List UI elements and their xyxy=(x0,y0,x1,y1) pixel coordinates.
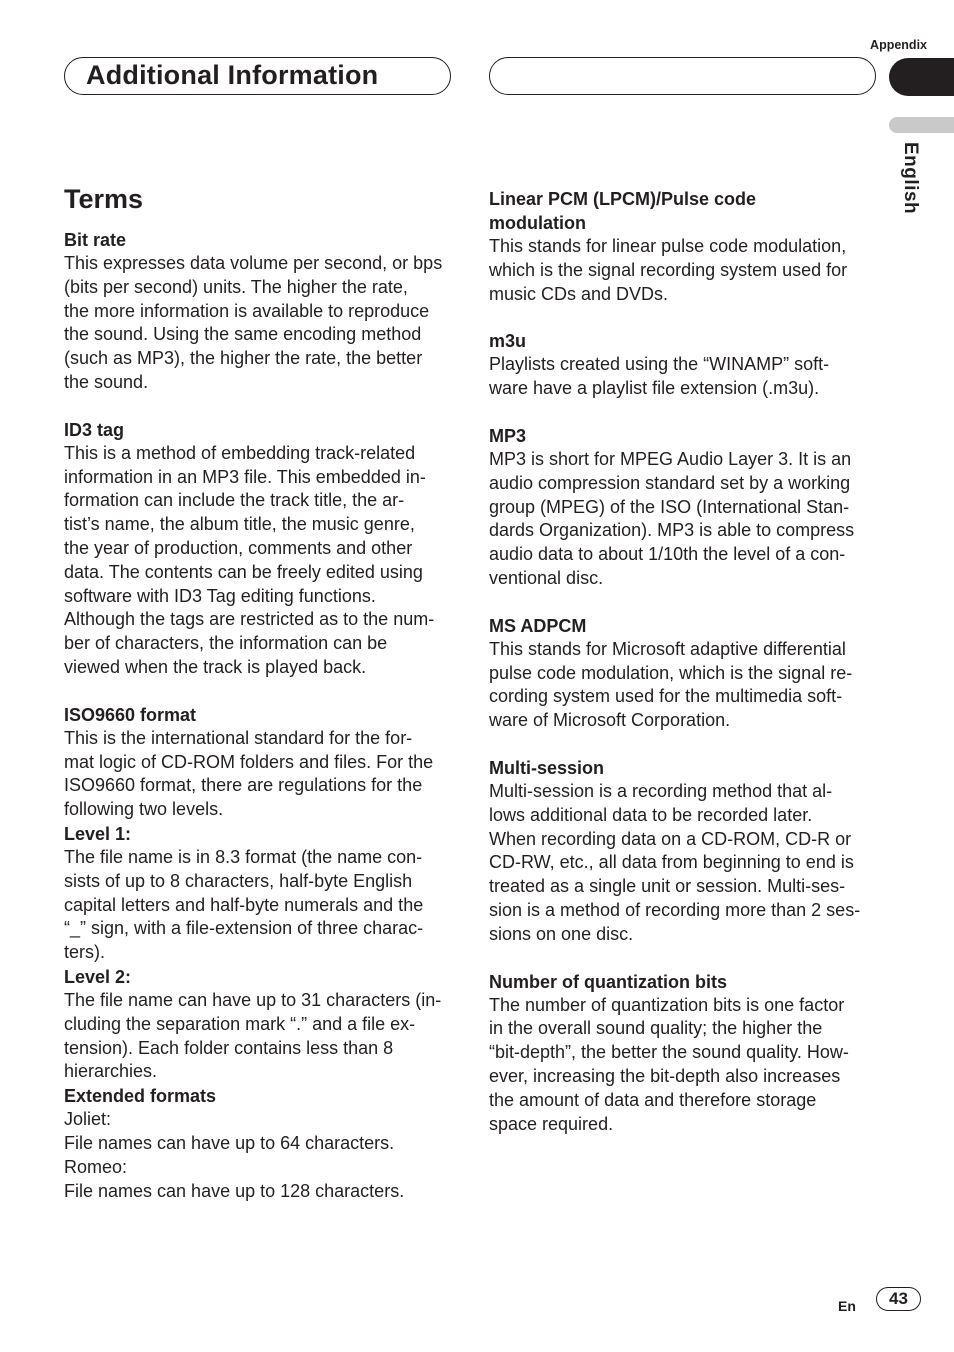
appendix-label: Appendix xyxy=(870,38,927,52)
term-lpcm xyxy=(489,187,879,306)
term-id3-tag xyxy=(64,418,454,680)
language-label: English xyxy=(900,142,921,215)
term-line: the year of production, comments and other xyxy=(64,537,413,558)
section-title: Terms xyxy=(64,184,144,214)
term-line: The file name is in 8.3 format (the name con- xyxy=(64,846,423,867)
term-line: Playlists created using the “WINAMP” soft- xyxy=(489,354,830,375)
term-line: ventional disc. xyxy=(489,567,604,588)
page-number: 43 xyxy=(876,1287,921,1311)
term-line: audio data to about 1/10th the level of a con- xyxy=(489,544,846,565)
left-terms-stack xyxy=(64,228,454,1226)
language-tab-marker xyxy=(889,117,954,133)
term-line: software with ID3 Tag editing functions. xyxy=(64,585,376,606)
term-line: capital letters and half-byte numerals and the xyxy=(64,894,424,915)
term-line: (bits per second) units. The higher the rate, xyxy=(64,276,408,297)
header-title: Additional Information xyxy=(86,60,379,90)
term-ms-adpcm xyxy=(489,614,879,733)
term-line: This stands for Microsoft adaptive differential xyxy=(489,638,846,659)
term-line: pulse code modulation, which is the signal re- xyxy=(489,662,853,683)
term-heading: MP3 xyxy=(489,425,527,446)
term-line: ware have a playlist file extension (.m3u). xyxy=(489,378,820,399)
term-line: (such as MP3), the higher the rate, the better xyxy=(64,348,423,369)
term-line: “_” sign, with a file-extension of three charac- xyxy=(64,918,424,939)
term-heading: ID3 tag xyxy=(64,419,125,440)
term-line: space required. xyxy=(489,1113,614,1134)
term-m3u xyxy=(489,329,879,401)
term-heading: modulation xyxy=(489,213,586,233)
term-line: music CDs and DVDs. xyxy=(489,283,669,304)
term-bit-rate xyxy=(64,228,454,395)
term-line: sions on one disc. xyxy=(489,923,634,944)
term-line: the amount of data and therefore storage xyxy=(489,1089,817,1110)
term-line: ever, increasing the bit-depth also increases xyxy=(489,1065,841,1086)
term-line: The file name can have up to 31 characters (in- xyxy=(64,989,442,1010)
term-line: MP3 is short for MPEG Audio Layer 3. It is an xyxy=(489,448,852,469)
term-line: hierarchies. xyxy=(64,1061,158,1082)
term-line: Romeo: xyxy=(64,1156,128,1177)
term-quantization-bits xyxy=(489,970,879,1137)
term-heading: MS ADPCM xyxy=(489,615,587,636)
term-heading: Linear PCM (LPCM)/Pulse code xyxy=(489,189,757,209)
term-line: The number of quantization bits is one factor xyxy=(489,994,845,1015)
term-line: the sound. xyxy=(64,371,149,392)
term-line: sists of up to 8 characters, half-byte English xyxy=(64,870,413,891)
term-line: Multi-session is a recording method that al- xyxy=(489,780,833,801)
term-line: cording system used for the multimedia soft- xyxy=(489,686,843,707)
term-multi-session xyxy=(489,756,879,947)
term-heading: Multi-session xyxy=(489,757,605,778)
section-tab-marker xyxy=(889,58,954,96)
term-line: ber of characters, the information can be xyxy=(64,633,388,654)
term-line: Joliet: xyxy=(64,1109,112,1130)
term-line: group (MPEG) of the ISO (International Stan- xyxy=(489,496,850,517)
term-line: information in an MP3 file. This embedded in- xyxy=(64,466,426,487)
level1-heading: Level 1: xyxy=(64,823,132,844)
term-iso9660 xyxy=(64,703,454,1204)
term-line: This is a method of embedding track-related xyxy=(64,442,416,463)
term-line: the more information is available to reproduce xyxy=(64,300,430,321)
term-line: tension). Each folder contains less than 8 xyxy=(64,1037,394,1058)
term-line: dards Organization). MP3 is able to compress xyxy=(489,520,855,541)
term-line: Although the tags are restricted as to the num- xyxy=(64,609,435,630)
term-heading: Bit rate xyxy=(64,230,127,250)
footer-language-code: En xyxy=(838,1298,856,1314)
term-line: tist’s name, the album title, the music genre, xyxy=(64,514,415,535)
term-line: ters). xyxy=(64,942,106,963)
term-line: mat logic of CD-ROM folders and files. For the xyxy=(64,751,434,772)
level2-heading: Level 2: xyxy=(64,966,132,987)
term-line: This is the international standard for the for- xyxy=(64,727,413,748)
term-line: viewed when the track is played back. xyxy=(64,656,367,677)
term-mp3 xyxy=(489,424,879,591)
term-heading: ISO9660 format xyxy=(64,704,197,725)
term-line: ware of Microsoft Corporation. xyxy=(489,710,731,731)
term-heading: m3u xyxy=(489,331,527,352)
term-line: cluding the separation mark “.” and a file ex- xyxy=(64,1013,416,1034)
header-empty-box xyxy=(489,57,876,95)
term-line: which is the signal recording system used for xyxy=(489,259,848,280)
extended-formats-heading: Extended formats xyxy=(64,1086,217,1107)
term-line: the sound. Using the same encoding method xyxy=(64,324,422,345)
term-line: “bit-depth”, the better the sound quality. How- xyxy=(489,1042,849,1063)
term-line: This stands for linear pulse code modulation, xyxy=(489,236,847,256)
term-line: following two levels. xyxy=(64,799,224,820)
term-heading: Number of quantization bits xyxy=(489,971,727,992)
term-line: sion is a method of recording more than 2 ses- xyxy=(489,899,861,920)
term-line: treated as a single unit or session. Multi-ses- xyxy=(489,876,846,897)
term-line: File names can have up to 64 characters. xyxy=(64,1132,395,1153)
header-title-box xyxy=(64,57,451,95)
term-line: File names can have up to 128 characters. xyxy=(64,1180,405,1201)
term-line: ISO9660 format, there are regulations for the xyxy=(64,775,423,796)
term-line: formation can include the track title, the ar- xyxy=(64,490,405,511)
term-line: This expresses data volume per second, or bps xyxy=(64,253,443,273)
term-line: in the overall sound quality; the higher the xyxy=(489,1018,823,1039)
term-line: data. The contents can be freely edited using xyxy=(64,561,423,582)
term-line: audio compression standard set by a working xyxy=(489,472,851,493)
right-terms-stack xyxy=(489,187,879,1159)
term-line: lows additional data to be recorded later. xyxy=(489,804,813,825)
term-line: When recording data on a CD-ROM, CD-R or xyxy=(489,828,852,849)
term-line: CD-RW, etc., all data from beginning to end is xyxy=(489,852,854,873)
